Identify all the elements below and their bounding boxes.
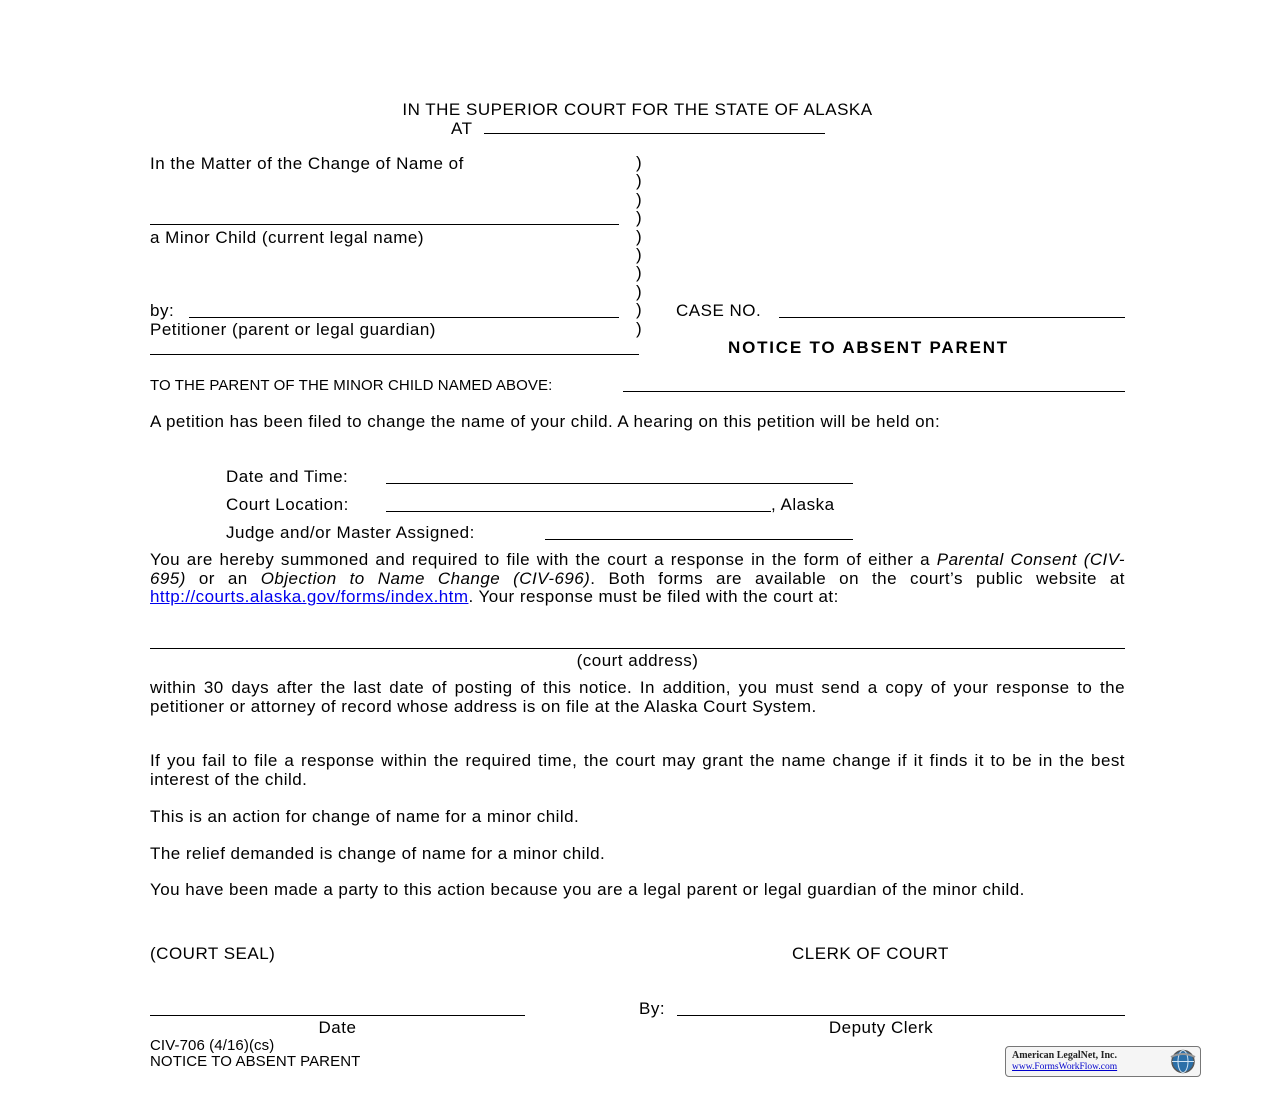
logo-url: www.FormsWorkFlow.com [1012, 1062, 1118, 1072]
forms-website-link[interactable]: http://courts.alaska.gov/forms/index.htm [150, 587, 469, 606]
paren: ) [636, 189, 642, 209]
deadline-paragraph: within 30 days after the last date of posting of this notice. In addition, you must send a copy of your response to the petitioner or attorney of record whose address is on file at the Alaska Court System. [150, 678, 1125, 716]
paren: ) [636, 263, 642, 283]
caption-parentheses [636, 154, 642, 338]
judge-blank[interactable] [545, 539, 853, 540]
matter-of-label: In the Matter of the Change of Name of [150, 154, 464, 173]
date-label: Date [318, 1018, 357, 1037]
failure-paragraph: If you fail to file a response within the required time, the court may grant the name change if it finds it to be in the best interest of the child. [150, 751, 1125, 789]
paren: ) [636, 300, 642, 320]
paren: ) [636, 208, 642, 228]
intro-paragraph: A petition has been filed to change the name of your child. A hearing on this petition will be held on: [150, 412, 941, 431]
paren: ) [636, 245, 642, 265]
summons-paragraph [150, 551, 1125, 607]
child-name-blank[interactable] [150, 224, 619, 225]
petitioner-info-blank[interactable] [150, 354, 639, 355]
document-title: NOTICE TO ABSENT PARENT [728, 338, 1009, 357]
by-clerk-label: By: [639, 999, 666, 1018]
summons-text: . Both forms are available on the court’s public website at [590, 568, 1125, 588]
addressee-label: TO THE PARENT OF THE MINOR CHILD NAMED ABOVE: [150, 377, 553, 394]
court-seal-label: (COURT SEAL) [150, 944, 276, 963]
minor-child-label: a Minor Child (current legal name) [150, 228, 424, 247]
form-footer-title: NOTICE TO ABSENT PARENT [150, 1053, 361, 1070]
date-signature-blank[interactable] [150, 1015, 525, 1016]
paren: ) [636, 226, 642, 246]
by-label: by: [150, 301, 175, 320]
judge-label: Judge and/or Master Assigned: [226, 523, 475, 542]
date-time-label: Date and Time: [226, 467, 349, 486]
absent-parent-name-blank[interactable] [623, 391, 1125, 392]
hearing-location-blank[interactable] [386, 511, 771, 512]
paren: ) [636, 318, 642, 338]
court-location-label: Court Location: [226, 495, 349, 514]
party-paragraph: You have been made a party to this action because you are a legal parent or legal guardian of the minor child. [150, 880, 1025, 899]
logo-company: American LegalNet, Inc. [1012, 1050, 1117, 1061]
paren: ) [636, 281, 642, 301]
court-address-label: (court address) [576, 651, 699, 670]
deputy-clerk-label: Deputy Clerk [828, 1018, 934, 1037]
action-paragraph: This is an action for change of name for a minor child. [150, 807, 580, 826]
case-no-label: CASE NO. [676, 301, 762, 320]
globe-icon [1168, 1048, 1198, 1075]
petitioner-name-blank[interactable] [189, 317, 619, 318]
alaska-suffix: , Alaska [771, 495, 835, 514]
paren: ) [636, 171, 642, 191]
relief-paragraph: The relief demanded is change of name for a minor child. [150, 844, 606, 863]
at-label: AT [451, 119, 473, 138]
deputy-clerk-signature-blank[interactable] [677, 1015, 1125, 1016]
court-location-blank[interactable] [484, 133, 825, 134]
petitioner-label: Petitioner (parent or legal guardian) [150, 320, 436, 339]
case-no-blank[interactable] [779, 317, 1125, 318]
american-legalnet-logo[interactable] [1005, 1046, 1201, 1077]
summons-text: You are hereby summoned and required to file with the court a response in the form of either a [150, 550, 937, 569]
clerk-of-court-label: CLERK OF COURT [792, 944, 949, 963]
date-time-blank[interactable] [386, 483, 853, 484]
paren: ) [636, 153, 642, 172]
summons-text: . Your response must be filed with the court at: [468, 587, 839, 606]
court-title: IN THE SUPERIOR COURT FOR THE STATE OF ALASKA [402, 100, 873, 119]
form-number: CIV-706 (4/16)(cs) [150, 1037, 275, 1054]
parental-consent-form: Parental Consent (CIV-695) [150, 550, 1125, 588]
court-address-blank[interactable] [150, 648, 1125, 649]
objection-form: Objection to Name Change (CIV-696) [260, 568, 591, 588]
summons-text: or an [185, 568, 261, 588]
